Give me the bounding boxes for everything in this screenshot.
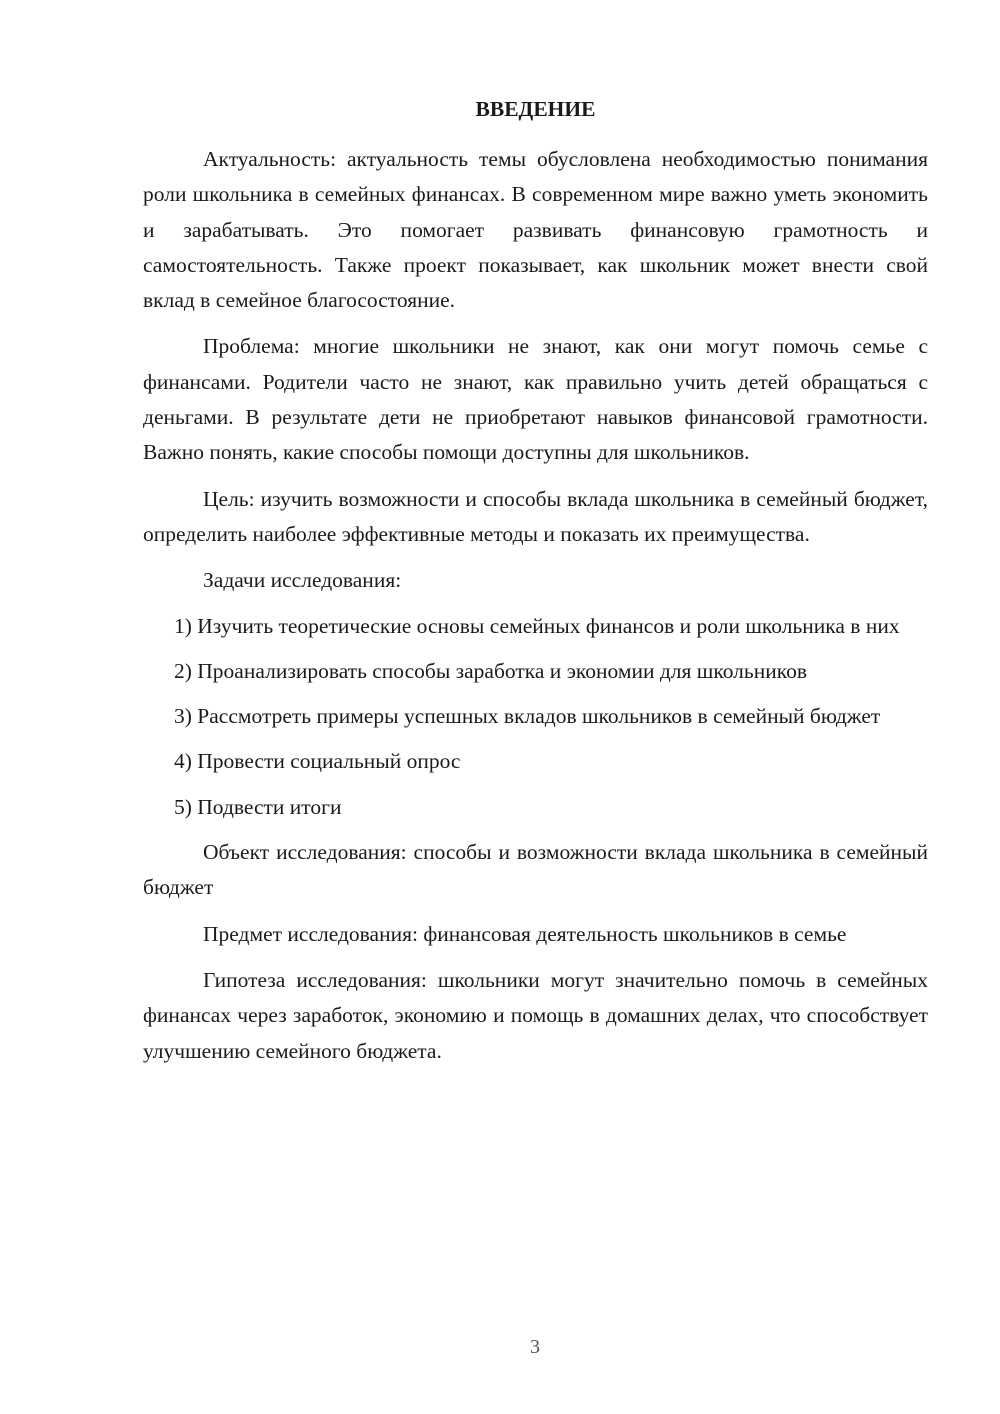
list-item: 2) Проанализировать способы заработка и экономии для школьников	[174, 658, 807, 683]
hypothesis-paragraph: Гипотеза исследования: школьники могут значительно помочь в семейных финансах через заработок, экономию и помощь в домашних делах, что способствует улучшению семейного бюджета.	[143, 967, 928, 1063]
list-item: 4) Провести социальный опрос	[174, 749, 461, 774]
object-paragraph: Объект исследования: способы и возможности вклада школьника в семейный бюджет	[143, 840, 928, 900]
relevance-paragraph: Актуальность: актуальность темы обусловлена необходимостью понимания роли школьника в семейных финансах. В современном мире важно уметь экономить и зарабатывать. Это помогает развивать финансовую грамотность и самостоятельность. Также проект показывает, как школьник может внести свой вклад в семейное благосостояние.	[143, 147, 928, 313]
tasks-list	[143, 609, 928, 825]
problem-paragraph: Проблема: многие школьники не знают, как они могут помочь семье с финансами. Родители часто не знают, как правильно учить детей обращаться с деньгами. В результате дети не приобретают навыков финансовой грамотности. Важно понять, какие способы помощи доступны для школьников.	[143, 334, 928, 465]
list-item: 1) Изучить теоретические основы семейных финансов и роли школьника в них	[174, 613, 900, 638]
document-page	[143, 92, 928, 1069]
page-number: 3	[530, 1336, 540, 1358]
goal-paragraph: Цель: изучить возможности и способы вклада школьника в семейный бюджет, определить наиболее эффективные методы и показать их преимущества.	[143, 486, 928, 546]
list-item: 3) Рассмотреть примеры успешных вкладов школьников в семейный бюджет	[174, 704, 881, 729]
page-title: ВВЕДЕНИЕ	[475, 97, 596, 121]
tasks-heading: Задачи исследования:	[203, 568, 402, 593]
list-item: 5) Подвести итоги	[174, 794, 342, 819]
subject-paragraph: Предмет исследования: финансовая деятельность школьников в семье	[203, 921, 847, 946]
